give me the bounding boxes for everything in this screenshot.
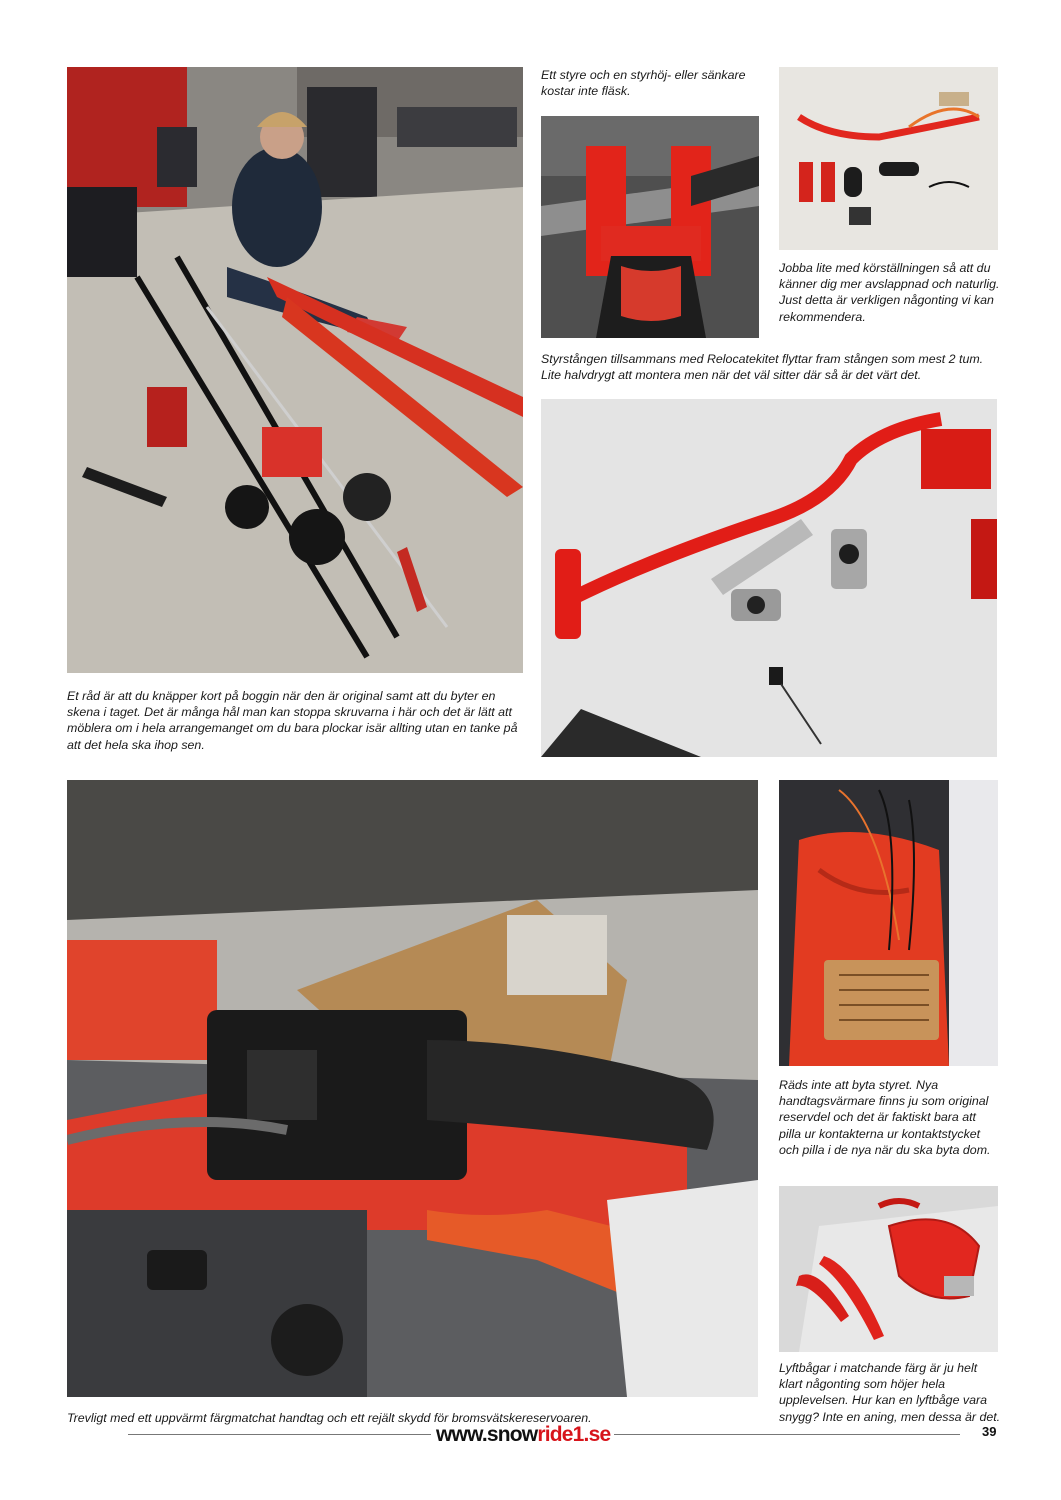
photo-lift-bars <box>779 1186 998 1352</box>
photo-workshop-mechanic <box>67 67 523 673</box>
photo-handlebar-riser <box>541 116 759 338</box>
logo-ride1: ride1 <box>537 1423 584 1446</box>
footer-rule-right <box>614 1434 960 1435</box>
logo-se: .se <box>583 1423 611 1446</box>
logo-www-snow: www.snow <box>436 1423 538 1446</box>
footer-rule-left <box>128 1434 431 1435</box>
page-number: 39 <box>982 1424 997 1439</box>
caption-riser: Ett styre och en styrhöj- eller sänkare kostar inte fläsk. <box>541 68 746 99</box>
footer-logo[interactable] <box>436 1421 612 1449</box>
caption-steering-bar: Styrstången tillsammans med Relocatekitet flyttar fram stången som mest 2 tum. Lite halvdrygt att montera men när det väl sitter där så är det värt det. <box>541 352 984 383</box>
photo-steering-bar <box>541 399 997 757</box>
photo-grip-heater-element <box>779 780 998 1066</box>
caption-parts: Jobba lite med körställningen så att du känner dig mer avslappnad och naturlig. Just detta är verkligen någonting vi kan rekommendera. <box>779 261 1000 324</box>
caption-workshop: Et råd är att du knäpper kort på boggin när den är original samt att du byter en skena i taget. Det är många hål man kan stoppa skruvarna i här och det är lätt att möblera om i hela arrangemanget om du bara plockar isär allting utan en tanke på att det hela ska ihop sen. <box>67 689 518 752</box>
photo-parts-layout <box>779 67 998 250</box>
caption-handlebar: Trevligt med ett uppvärmt färgmatchat handtag och ett rejält skydd för bromsvätskereservoaren. <box>67 1411 592 1425</box>
caption-heater: Räds inte att byta styret. Nya handtagsvärmare finns ju som original reservdel och det är faktiskt bara att pilla ur kontakterna ur kontaktstycket och pilla i de nya när du ska byta dom. <box>779 1078 991 1157</box>
caption-lift-bars: Lyftbågar i matchande färg är ju helt klart någonting som höjer hela upplevelsen. Hur kan en lyftbåge vara snygg? Inte en aning, men dessa är det. <box>779 1361 1001 1424</box>
photo-heated-grip-handlebar <box>67 780 758 1397</box>
